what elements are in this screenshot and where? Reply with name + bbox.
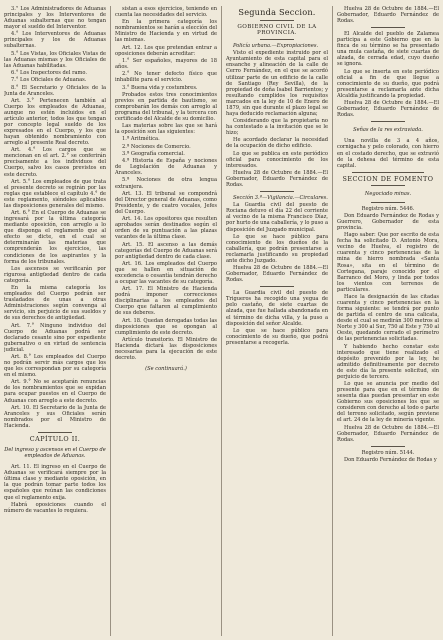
divider — [260, 191, 295, 192]
paragraph: En la misma categoría los empleados del Cuerpo podrán ser trasladados de unas a otras Administraciones según convenga al servicio, sin perjuicio de sus sueldos y de sus derechos de antigüedad. — [4, 285, 106, 322]
paragraph: Lo que se hace público para conocimiento de su dueño, que podrá presentarse a recogerla. — [226, 327, 328, 346]
section-title: Segunda Seccion. — [238, 7, 316, 17]
chapter-subtitle: Del ingreso y ascensos en el Cuerpo de empleados de Aduanas. — [4, 447, 106, 460]
divider — [352, 172, 423, 173]
column-1 — [4, 6, 106, 636]
paragraph: Una novilla de 3 a 4 años, cornigacha y pelo colorado, con hierro en el costado derecho, que se extravió de la dehesa del término de esta capital. — [337, 138, 439, 169]
paragraph: 3.ª Geografía comercial. — [122, 150, 185, 157]
paragraph: Los ascensos se verificarán por rigurosa antigüedad dentro de cada categoría. — [4, 265, 106, 284]
section-heading: SECCION DE FOMENTO — [342, 174, 434, 183]
column-4 — [332, 6, 439, 636]
divider — [260, 20, 295, 21]
paragraph: Y habiendo hecho constar este interesado que tiene realizado el depósito prevenido por la ley, he admitido definitivamente por decreto de este día la presente solicitud, sin perjuicio de tercero. — [337, 343, 439, 380]
divider — [371, 202, 406, 203]
registry-number: Registro núm. 5446. — [361, 205, 415, 212]
signature-date: Huelva 28 de Octubre de 1884.—El Gobernador, Eduardo Fernández de Rodas. — [337, 100, 439, 119]
section-subtitle: Negociado minas. — [364, 190, 412, 197]
paragraph: 8.° El Secretario y Oficiales de la Junta de Aranceles. — [4, 84, 106, 97]
divider — [38, 432, 73, 433]
paragraph: 7.° Los Oficiales de Aduanas. — [11, 77, 87, 84]
paragraph: 5.ª Nociones de otra lengua extranjera. — [115, 177, 217, 190]
paragraph: 2.ª Nociones de Comercio. — [122, 143, 191, 150]
paragraph: Lo que se anuncia por medio del presente para que en el término de sesenta días puedan presentar en este Gobierno sus oposiciones los que se consideren con derecho al todo o parte del terreno solicitado, según previene el art. 24 de la ley de minería vigente. — [337, 380, 439, 424]
paragraph: He acordado declarar la necesidad de la ocupación de dicho edificio. — [226, 137, 328, 150]
paragraph: Artículo transitorio. El Ministro de Hacienda dictará las disposiciones necesarias para la ejecución de este decreto. — [115, 336, 217, 362]
paragraph: Art. 12. Los que pretendan entrar a oposiciones deberán acreditar: — [115, 44, 217, 57]
column-2 — [110, 6, 217, 636]
paragraph: Art. 10. El Secretario de la Junta de Aranceles y sus Oficiales serán nombrados por el Ministro de Hacienda. — [4, 404, 106, 429]
paragraph: Hace la designación de las citadas cuarenta y cinco pertenencias en la forma siguiente: se tendrá por punto de partida el centro de una calicata, desde el cual se medirán 300 metros al Norte y 300 al Sur, 750 al Este y 750 al Oeste, quedando cerrado el perímetro de las pertenencias solicitadas. — [337, 293, 439, 343]
chapter-heading: CAPÍTULO II. — [29, 434, 81, 443]
paragraph: 4.° Los Interventores de Aduanas principales y los de Aduanas subalternas. — [4, 31, 106, 50]
divider — [371, 185, 406, 186]
paragraph: 1.ª Aritmética. — [122, 136, 160, 143]
paragraph: Art. 15. El ascenso a las demás categorías del Cuerpo de Aduanas será por antigüedad dentro de cada clase. — [115, 241, 217, 260]
signature-date: Huelva 28 de Octubre de 1884.—El Gobernador, Eduardo Fernández de Rodas. — [226, 265, 328, 284]
registry-number: Registro núm. 5144. — [361, 449, 415, 456]
signature-date: Huelva 28 de Octubre de 1884.—El Gobernador, Eduardo Fernández de Rodas. — [337, 424, 439, 443]
paragraph: Lo que se hace público para conocimiento de los dueños de la caballería, que podrán presentarse a reclamarla justificando su propiedad ante dicho Juzgado. — [226, 233, 328, 264]
divider — [260, 39, 295, 40]
signature-date: Huelva 28 de Octubre de 1884.—El Gobernador, Eduardo Fernández de Rodas. — [226, 169, 328, 189]
paragraph: Visto el expediente instruido por el Ayuntamiento de esta capital para el ensanche y alineación de la calle de Cerro Fernández, en el que se acordó utilizar parte de un edificio de la calle de Santiago (Rey Sevilla), de la propiedad de doña Isabel Barrientos; y resultando cumplidos los requisitos marcados en la ley de 10 de Enero de 1879, sin que durante el plazo legal se haya deducido reclamación alguna; — [226, 50, 328, 117]
paragraph: Art. 16. Los empleados del Cuerpo que se hallen en situación de excedencia o cesantía tendrán derecho a ocupar las vacantes de su categoría. — [115, 260, 217, 285]
paragraph: Art. 7.° Ninguno individuo del Cuerpo de Aduanas podrá ser declarado cesante sino por expediente gubernativo o en virtud de sentencia judicial. — [4, 322, 106, 353]
column-3 — [221, 6, 328, 636]
paragraph: Considerando que la propietaria no ha contestado a la invitación que se le hizo; — [226, 118, 328, 137]
paragraph: Lo que se inserta en este periódico oficial a fin de que llegue a conocimiento de su dueño, que podrá presentarse a reclamarla ante dicha Alcaldía justificando la propiedad. — [337, 68, 439, 99]
paragraph: 3.° Los Administradores de Aduanas principales y los Interventores de Aduanas subalternas que no tengan mayor el sueldo del Interventor. — [4, 6, 106, 31]
paragraph: Don Eduardo Fernández de Rodas y Guerrero, Gobernador de esta provincia. — [337, 212, 439, 232]
paragraph: Art. 5.° Los empleados de que trata el presente decreto se regirán por las reglas que establece el capítulo 4.° de este reglamento, siéndoles aplicables las disposiciones generales del mismo. — [4, 178, 106, 209]
paragraph: Art. 8.° Los empleados del Cuerpo no podrán servir más cargos que los que les correspondan por su categoría en el mismo. — [4, 354, 106, 379]
paragraph: 1.° Ser españoles, mayores de 18 años. — [115, 57, 217, 70]
section-subtitle: GOBIERNO CIVIL DE LA PROVINCIA. — [237, 24, 317, 37]
paragraph: Habrá oposiciones cuando el número de vacantes lo requiera. — [4, 501, 106, 514]
paragraph: 2.° No tener defecto físico que inhabilite para el servicio. — [115, 71, 217, 84]
paragraph: Hago saber: Que por escrito de esta fecha ha solicitado D. Antonio Mora, vecino de Huelva, el registro de cuarenta y cinco pertenencias de la mina de hierro nombrada «Santa Rosa», sita en el término de Cortegana, paraje conocido por el Barranco del Moro, y linda por todos los vientos con terrenos de particulares. — [337, 232, 439, 293]
notice-heading: Señas de la res extraviada. — [353, 127, 423, 134]
paragraph: La Guardia civil del puesto de Rociana detuvo el día 22 del corriente al vecino de la misma Francisco Díaz, por hurto de una caballería, y lo puso a disposición del Juzgado municipal. — [226, 202, 328, 233]
notice-heading: Sección 3.ª—Vigilancia.—Circulares. — [233, 195, 328, 202]
signature-date: Huelva 28 de Octubre de 1884.—El Gobernador, Eduardo Fernández de Rodas. — [337, 6, 439, 25]
paragraph: sistan a esos ejercicios, teniendo en cuenta las necesidades del servicio. — [115, 6, 217, 19]
paragraph: Art. 3.° Pertenecen también al Cuerpo los empleados de Aduanas, aunque no estén incluidos en el artículo anterior, todos los que tengan por concepto legal sueldo de los expresados en el Cuerpo, y los que hayan obtenido nombramiento con arreglo al presente Real decreto. — [4, 97, 106, 147]
paragraph: Art. 9.° No se aceptarán renuncias de los nombramientos que se expidan para ocupar puestos en el Cuerpo de Aduanas con arreglo a este decreto. — [4, 379, 106, 404]
paragraph: 5.° Los Vistas, los Oficiales Vistas de las Aduanas mismas y los Oficiales de las Aduanas habilitadas. — [4, 50, 106, 69]
divider — [371, 121, 406, 122]
divider — [371, 27, 406, 28]
paragraph: Lo que se publica en este periódico oficial para conocimiento de los interesados. — [226, 150, 328, 169]
paragraph: Art. 14. Los opositores que resulten aprobados serán destinados según el orden de su puntuación a las plazas vacantes de la última clase. — [115, 216, 217, 241]
paragraph: Las materias sobre las que se hará la oposición son las siguientes: — [115, 123, 217, 136]
paragraph: 4.ª Historia de España y nociones de Legislación de Aduanas y Aranceles. — [115, 158, 217, 177]
continuation-note: (Se continuará.) — [145, 366, 187, 373]
paragraph: 3.° Buena vida y costumbres. — [122, 84, 198, 91]
paragraph: Art. 13. El tribunal se compondrá del Director general de Aduanas, como Presidente, y de cuatro vocales, Jefes del Cuerpo. — [115, 190, 217, 215]
paragraph: La Guardia civil del puesto de Trigueros ha recogido una yegua de pelo castaño, de siete cuartas de alzada, que fue hallada abandonada en el término de dicha villa, y la puso a disposición del señor Alcalde. — [226, 290, 328, 327]
paragraph: Art. 4.° Los cargos que se mencionan en el art. 2.° se conferirán precisamente a los individuos del Cuerpo, salvo los casos previstos en este decreto. — [4, 147, 106, 178]
divider — [371, 446, 406, 447]
paragraph: El Alcalde del pueblo de Zalamea participa a este Gobierno que en la finca de su término se ha presentado una mula castaña, de siete cuartas de alzada, de cerrada edad, cuyo dueño se ignora. — [337, 31, 439, 68]
paragraph: Art. 11. El ingreso en el Cuerpo de Aduanas se verificará siempre por la última clase y mediante oposición, en la que podrán tomar parte todos los españoles que reúnan las condiciones que el reglamento exija. — [4, 464, 106, 501]
paragraph: Art. 6.° En el Cuerpo de Aduanas se ingresará por la última categoría mediante oposición, con arreglo a lo que disponga el reglamento que al efecto se dicte, en el cual se determinarán las materias que comprenderán los ejercicios, las condiciones de los aspirantes y la forma de los tribunales. — [4, 210, 106, 265]
divider — [260, 286, 295, 287]
paragraph: Probados estos tres conocimientos previos en partida de bautismo, se comprobarán los demás con arreglo al programa del tribunal, y la tercera con certificado del Alcalde de su domicilio. — [115, 91, 217, 122]
paragraph: Don Eduardo Fernández de Rodas y — [344, 456, 437, 463]
paragraph: Art. 18. Quedan derogadas todas las disposiciones que se opongan al cumplimiento de este decreto. — [115, 317, 217, 336]
paragraph: Art. 17. El Ministro de Hacienda podrá imponer correcciones disciplinarias a los empleados del Cuerpo que faltaren al cumplimiento de sus deberes. — [115, 286, 217, 317]
paragraph: En la primera categoría los nombramientos se harán a elección del Ministro de Hacienda y en virtud de las mismas. — [115, 19, 217, 44]
notice-heading: Policía urbana.—Expropiaciones. — [233, 43, 319, 50]
paragraph: 6.° Los Inspectores del ramo. — [11, 70, 87, 77]
